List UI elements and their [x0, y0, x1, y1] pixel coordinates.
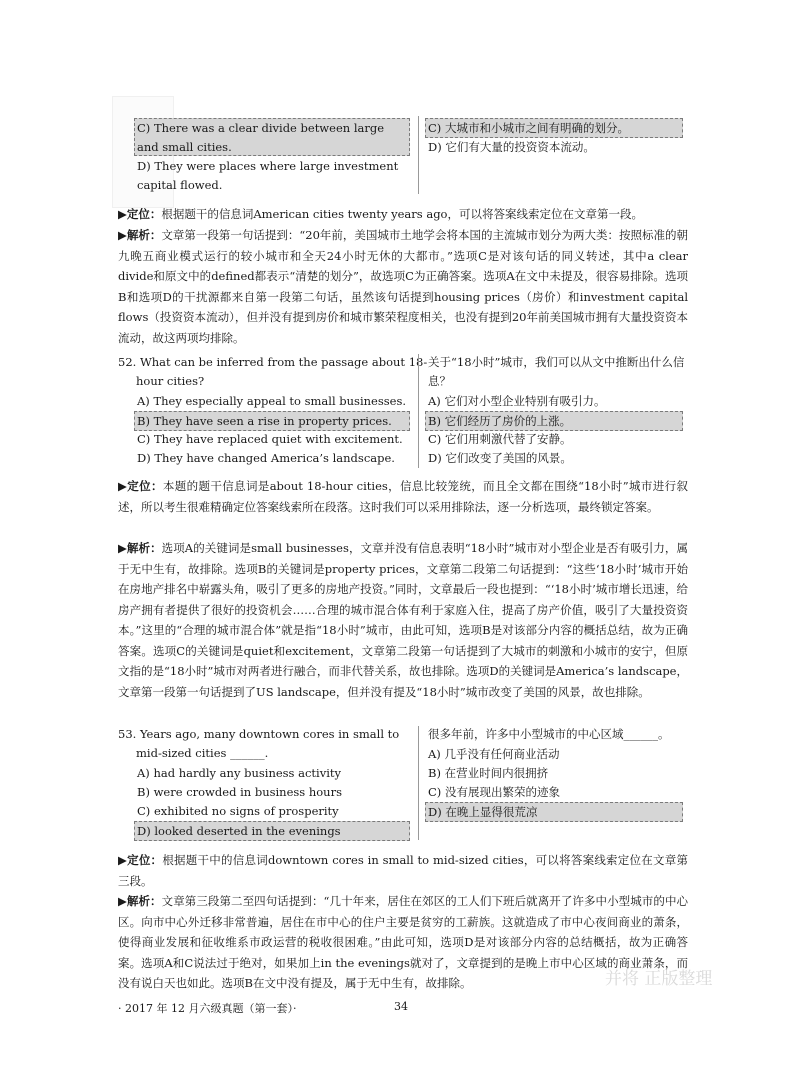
- locate-label: ▶定位：: [118, 479, 163, 493]
- q53-option-c-cn: C) 没有展现出繁荣的迹象: [428, 785, 560, 799]
- footer-source: · 2017 年 12 月六级真题（第一套）·: [118, 1002, 297, 1015]
- q51-analysis: [118, 225, 688, 348]
- q52-locate: [118, 476, 688, 517]
- column-divider: [418, 354, 419, 468]
- q53-stem-en: 53. Years ago, many downtown cores in small to mid-sized cities ______.: [118, 727, 400, 760]
- q51-option-d-cn: D) 它们有大量的投资资本流动。: [428, 140, 595, 154]
- q51-option-c-cn: C) 大城市和小城市之间有明确的划分。: [425, 118, 683, 138]
- analysis-label: ▶解析：: [118, 541, 162, 555]
- q51-option-d-en: D) They were places where large investment capital flowed.: [137, 159, 399, 192]
- q52-option-a-en: A) They especially appeal to small businesses.: [137, 394, 407, 408]
- q53-option-b-cn: B) 在营业时间内很拥挤: [428, 766, 549, 780]
- q52-option-a-cn: A) 它们对小型企业特别有吸引力。: [428, 394, 606, 408]
- q53-option-a-cn: A) 几乎没有任何商业活动: [428, 747, 560, 761]
- column-divider: [418, 726, 419, 840]
- analysis-text: 文章第三段第二至四句话提到：“几十年来，居住在郊区的工人们下班后就离开了许多中小型城市的中心区。向市中心外迁移非常普遍，居住在市中心的住户主要是贫穷的工薪族。这就造成了市中心夜间商业的萧条，使得商业发展和征收维系市政运营的税收很困难。”由此可知，选项D是对该部分内容的总结概括，故为正确答案。选项A和C说法过于绝对，如果加上in the evenings就对了，文章提到的是晚上市中心区域的商业萧条，而没有说白天也如此。选项B在文中没有提及，属于无中生有，故排除。: [118, 894, 689, 990]
- analysis-label: ▶解析：: [118, 894, 162, 908]
- watermark-right: 并将 正版整理: [605, 969, 713, 989]
- page-number: 34: [394, 1000, 408, 1013]
- analysis-text: 选项A的关键词是small businesses，文章并没有信息表明“18小时”城市对小型企业是否有吸引力，属于无中生有，故排除。选项B的关键词是property prices，文章第二段第二句话提到：“这些‘18小时’城市开始在房地产排名中崭露头角，吸引了更多的房地产投资。”同时，文章最后一段也提到：“‘18小时’城市增长迅速，给房产拥有者提供了很好的投资机会……合理的城市混合体有利于家庭入住，提高了房产价值，吸引了大量投资资本。”这里的“合理的城市混合体”就是指“18小时”城市，由此可知，选项B是对该部分内容的概括总结，故为正确答案。选项C的关键词是quiet和excitement，文章第二段第一句话提到了大城市的刺激和小城市的安宁，但原文指的是“18小时”城市对两者进行融合，而非代替关系，故也排除。选项D的关键词是America’s landscape，文章第一段第一句话提到了US landscape，但并没有提及“18小时”城市改变了美国的风景，故也排除。: [118, 541, 689, 699]
- q53-stem-cn: 很多年前，许多中小型城市的中心区域______。: [428, 727, 670, 741]
- locate-label: ▶定位：: [118, 207, 162, 221]
- q53-option-d-cn: D) 在晚上显得很荒凉: [425, 802, 683, 822]
- q53-locate: [118, 850, 688, 891]
- locate-text: 根据题干中的信息词downtown cores in small to mid-sized cities，可以将答案线索定位在文章第三段。: [118, 853, 688, 888]
- q52-option-b-en: B) They have seen a rise in property prices.: [134, 411, 410, 431]
- locate-text: 根据题干的信息词American cities twenty years ago，可以将答案线索定位在文章第一段。: [161, 207, 643, 221]
- q52-option-c-en: C) They have replaced quiet with excitement.: [137, 432, 403, 446]
- q52-option-d-cn: D) 它们改变了美国的风景。: [428, 451, 572, 465]
- column-divider: [418, 116, 419, 194]
- locate-text: 本题的题干信息词是about 18-hour cities，信息比较笼统，而且全文都在围绕“18小时”城市进行叙述，所以考生很难精确定位答案线索所在段落。这时我们可以采用排除法，逐一分析选项，最终锁定答案。: [118, 479, 689, 514]
- q52-stem-cn: 关于“18小时”城市，我们可以从文中推断出什么信息？: [428, 355, 685, 388]
- q51-option-c-en: C) There was a clear divide between large and small cities.: [134, 118, 410, 156]
- q53-option-a-en: A) had hardly any business activity: [137, 766, 342, 780]
- q52-stem-en: 52. What can be inferred from the passage about 18-hour cities?: [118, 355, 428, 388]
- q52-option-b-cn: B) 它们经历了房价的上涨。: [425, 411, 683, 431]
- analysis-text: 文章第一段第一句话提到：“20年前，美国城市土地学会将本国的主流城市划分为两大类：按照标准的朝九晚五商业模式运行的较小城市和全天24小时无休的大都市。”选项C是对该句话的同义转述，其中a clear divide和原文中的defined都表示“清楚的划分”，故选项C为正确答案。选项A在文中未提及，很容易排除。选项B和选项D的干扰源都来自第一段第二句话，虽然该句话提到housing prices（房价）和investment capital flows（投资资本流动），但并没有提到房价和城市繁荣程度相关，也没有提到20年前美国城市拥有大量投资资本流动，故这两项均排除。: [118, 228, 688, 345]
- q53-option-c-en: C) exhibited no signs of prosperity: [137, 804, 339, 818]
- q53-analysis: [118, 891, 688, 994]
- locate-label: ▶定位：: [118, 853, 163, 867]
- q52-analysis: [118, 538, 688, 702]
- q53-option-d-en: D) looked deserted in the evenings: [134, 821, 410, 841]
- analysis-label: ▶解析：: [118, 228, 162, 242]
- q51-locate: [118, 204, 688, 225]
- q52-option-c-cn: C) 它们用刺激代替了安静。: [428, 432, 572, 446]
- q52-option-d-en: D) They have changed America’s landscape.: [137, 451, 395, 465]
- q53-option-b-en: B) were crowded in business hours: [137, 785, 342, 799]
